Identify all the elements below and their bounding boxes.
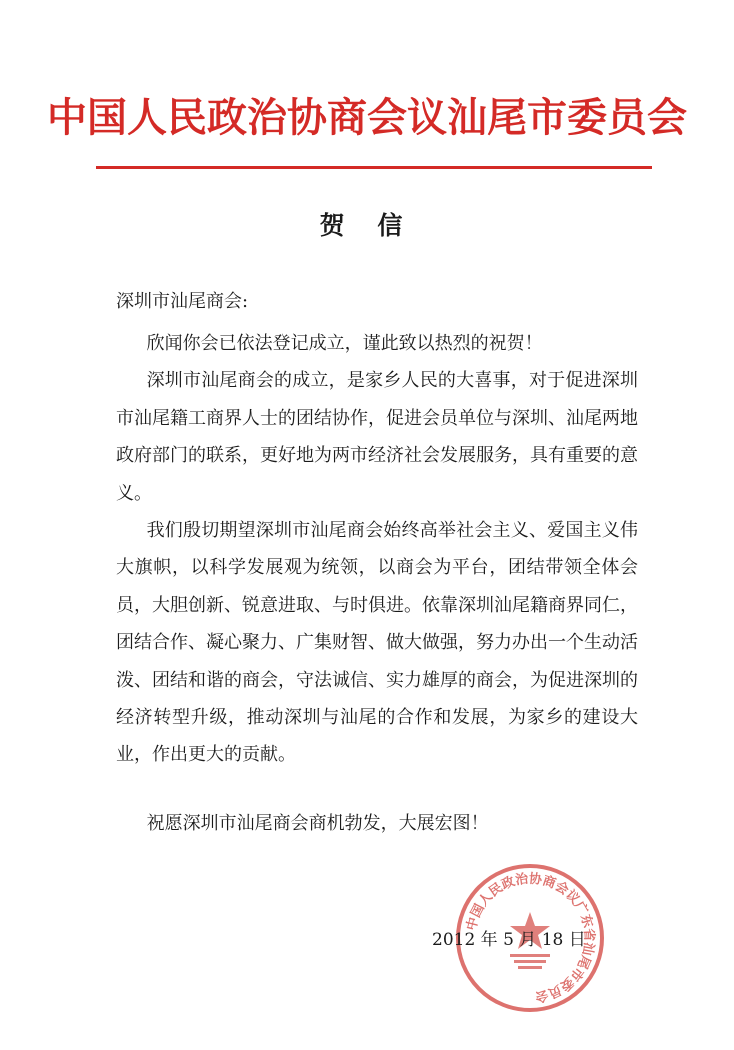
letter-body [116, 325, 638, 774]
body-paragraph-3: 我们殷切期望深圳市汕尾商会始终高举社会主义、爱国主义伟大旗帜，以科学发展观为统领，以商会为平台，团结带领全体会员，大胆创新、锐意进取、与时俱进。依靠深圳汕尾籍商界同仁，团结合作、凝心聚力、广集财智、做大做强，努力办出一个生动活泼、团结和谐的商会，守法诚信、实力雄厚的商会，为促进深圳的经济转型升级，推动深圳与汕尾的合作和发展，为家乡的建设大业，作出更大的贡献。 [116, 520, 638, 766]
letter-salutation: 深圳市汕尾商会: [116, 291, 249, 312]
seal-text: 中国人民政治协商会议广东省汕尾市委员会 [464, 871, 597, 1004]
body-paragraph-1: 欣闻你会已依法登记成立，谨此致以热烈的祝贺！ [146, 333, 543, 354]
letterhead-org-name: 中国人民政治协商会议汕尾市委员会 [47, 94, 687, 141]
letter-closing: 祝愿深圳市汕尾商会商机勃发，大展宏图！ [146, 813, 489, 834]
letter-date: 2012 年 5 月 18 日 [432, 930, 586, 950]
letter-title: 贺 信 [319, 211, 415, 240]
body-paragraph-2: 深圳市汕尾商会的成立，是家乡人民的大喜事，对于促进深圳市汕尾籍工商界人士的团结协作，促进会员单位与深圳、汕尾两地政府部门的联系，更好地为两市经济社会发展服务，具有重要的意义。 [116, 370, 638, 504]
letterhead-divider [96, 166, 652, 169]
